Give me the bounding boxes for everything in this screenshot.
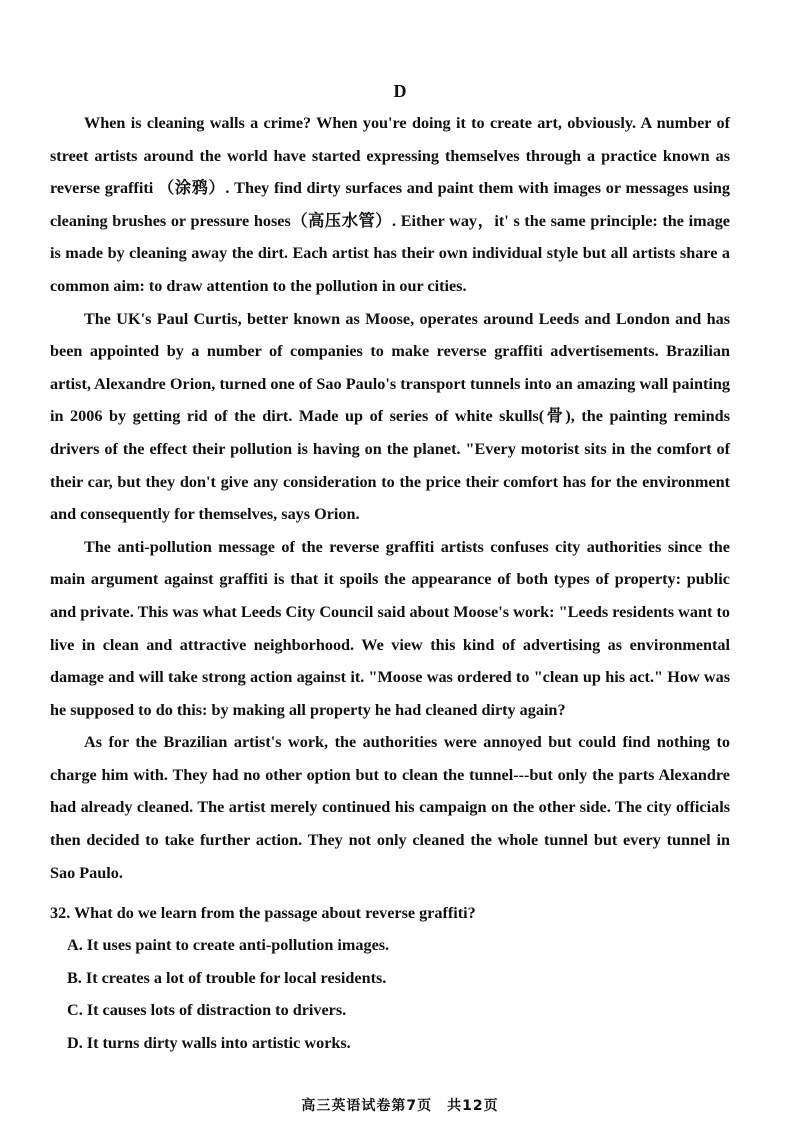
passage-paragraph-1: When is cleaning walls a crime? When you're doing it to create art, obviously. A number of street artists around the world have started expressing themselves through a practice known as reverse graffiti （涂鸦）. They find dirty surfaces and paint them with images or messages using cleaning brushes or pressure hoses（高压水管）. Either way，it' s the same principle: the image is made by cleaning away the dirt. Each artist has their own individual style but all artists share a common aim: to draw attention to the pollution in our cities. — [50, 114, 730, 295]
option-c: C. It causes lots of distraction to drivers. — [67, 1001, 347, 1020]
passage-paragraph-3: The anti-pollution message of the reverse graffiti artists confuses city authorities since the main argument against graffiti is that it spoils the appearance of both types of property: public and private. This was what Leeds City Council said about Moose's work: "Leeds residents want to live in clean and attractive neighborhood. We view this kind of advertising as environmental damage and will take strong action against it. "Moose was ordered to "clean up his act." How was he supposed to do this: by making all property he had cleaned dirty again? — [50, 537, 730, 719]
reading-passage — [50, 107, 730, 889]
page-footer: 高三英语试卷第7页 共12页 — [301, 1098, 499, 1114]
section-heading: D — [393, 81, 407, 101]
answer-options — [50, 929, 740, 1059]
passage-paragraph-2: The UK's Paul Curtis, better known as Moose, operates around Leeds and London and has been appointed by a number of companies to make reverse graffiti advertisements. Brazilian artist, Alexandre Orion, turned one of Sao Paulo's transport tunnels into an amazing wall painting in 2006 by getting rid of the dirt. Made up of series of white skulls(骨), the painting reminds drivers of the effect their pollution is having on the planet. "Every motorist sits in the comfort of their car, but they don't give any consideration to the price their comfort has for the environment and consequently for themselves, says Orion. — [50, 309, 730, 524]
option-d: D. It turns dirty walls into artistic works. — [67, 1033, 351, 1052]
option-b: B. It creates a lot of trouble for local residents. — [67, 968, 387, 987]
passage-paragraph-4: As for the Brazilian artist's work, the authorities were annoyed but could find nothing to charge him with. They had no other option but to clean the tunnel---but only the parts Alexandre had already cleaned. The artist merely continued his campaign on the other side. The city officials then decided to take further action. They not only cleaned the whole tunnel but every tunnel in Sao Paulo. — [50, 733, 730, 882]
question-stem: 32. What do we learn from the passage about reverse graffiti? — [50, 904, 476, 922]
option-a: A. It uses paint to create anti-pollution images. — [67, 936, 390, 954]
question-32 — [50, 897, 740, 1059]
